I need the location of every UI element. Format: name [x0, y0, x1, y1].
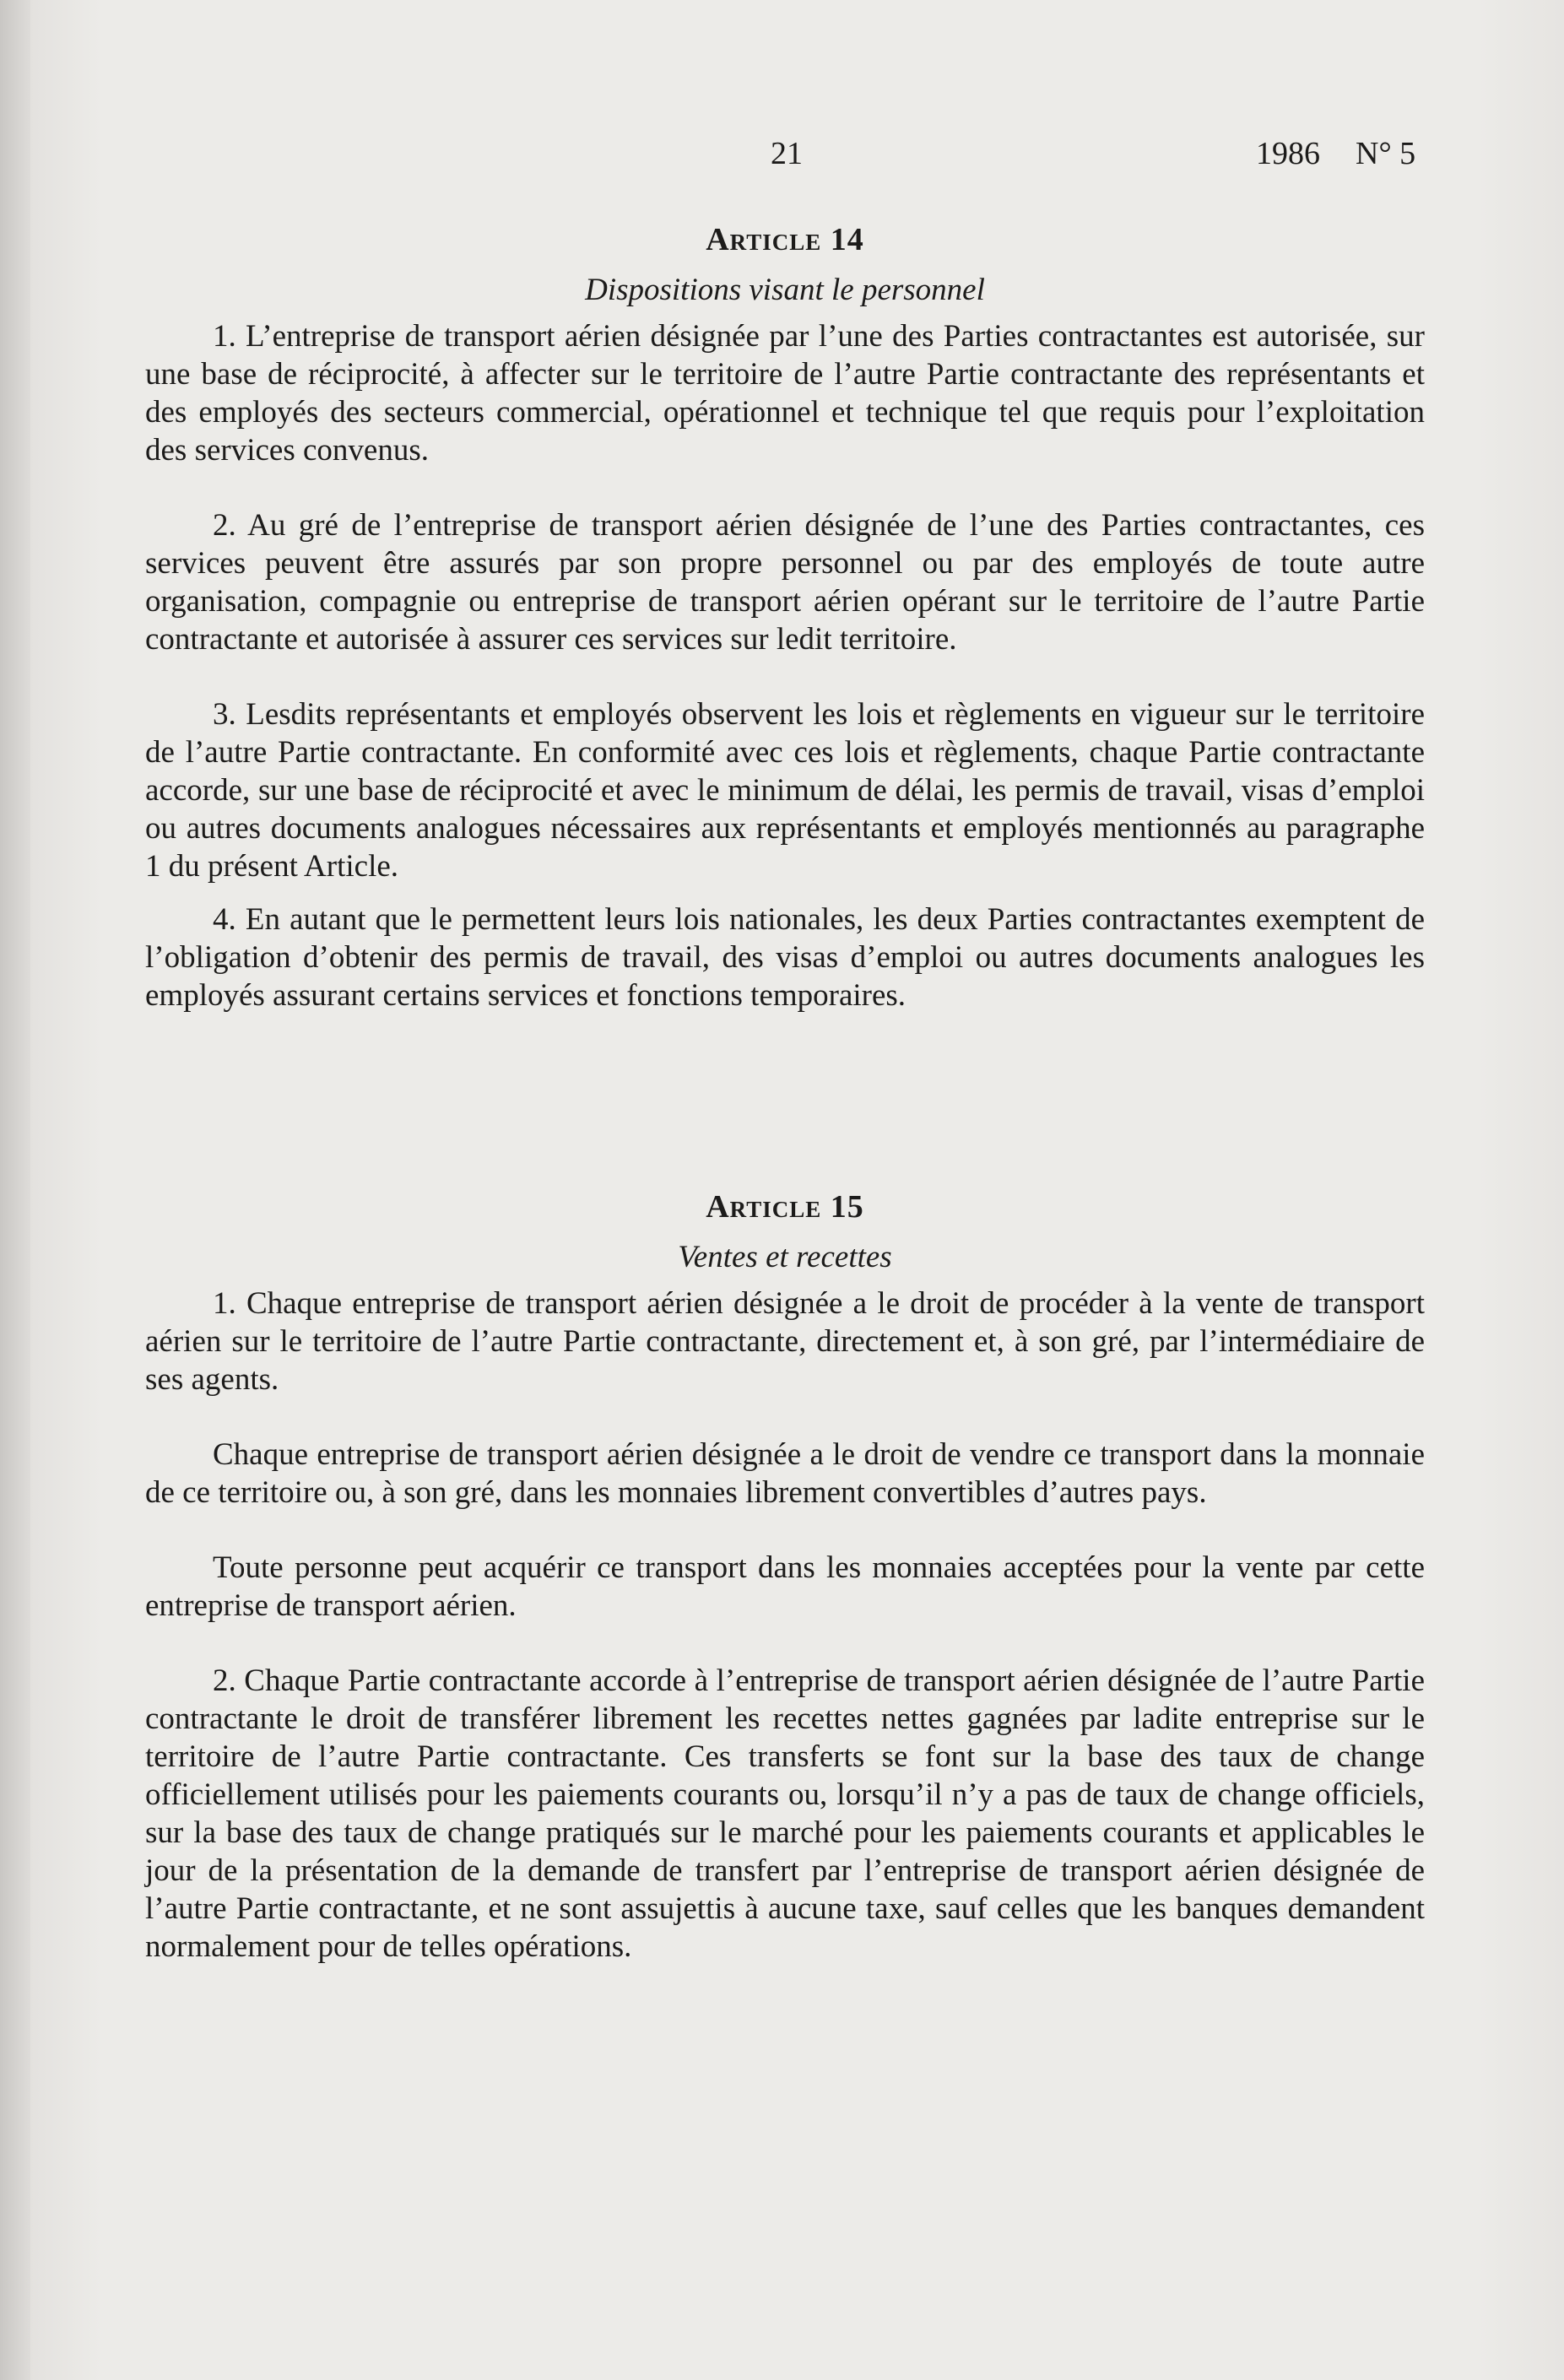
article-14-title: Article 14 — [706, 222, 864, 257]
article-15-title: Article 15 — [706, 1189, 864, 1225]
article-14-paragraph-3: 3. Lesdits représentants et employés observent les lois et règlements en vigueur sur le territoire de l’autre Partie contractante. En conformité avec ces lois et règlements, chaque Partie contractante accorde, sur une base de réciprocité et avec le minimum de délai, les permis de travail, visas d’emploi ou autres documents analogues nécessaires aux représentants et employés mentionnés au paragraphe 1 du présent Article. — [145, 697, 1425, 884]
article-14-paragraph-2: 2. Au gré de l’entreprise de transport aérien désignée de l’une des Parties contractantes, ces services peuvent être assurés par son propre personnel ou par des employés de toute autre organisation, compagnie ou entreprise de transport aérien opérant sur le territoire de l’autre Partie contractante et autorisée à assurer ces services sur ledit territoire. — [145, 508, 1425, 657]
article-15-paragraph-1b: Chaque entreprise de transport aérien désignée a le droit de vendre ce transport dans la monnaie de ce territoire ou, à son gré, dans les monnaies librement convertibles d’autres pays. — [145, 1437, 1425, 1510]
header-issue-number: N° 5 — [1356, 136, 1416, 171]
article-14-subtitle: Dispositions visant le personnel — [585, 273, 985, 307]
article-14 — [145, 221, 1425, 1014]
page-binding-shadow — [0, 0, 30, 2380]
article-15-paragraph-1: 1. Chaque entreprise de transport aérien désignée a le droit de procéder à la vente de transport aérien sur le territoire de l’autre Partie contractante, directement et, à son gré, par l’intermédiaire de ses agents. — [145, 1286, 1425, 1397]
page-header — [0, 135, 1564, 177]
page-body — [145, 221, 1425, 2003]
article-15-subtitle: Ventes et recettes — [678, 1240, 892, 1274]
page-number: 21 — [771, 136, 803, 171]
header-year: 1986 — [1256, 136, 1320, 171]
article-spacer — [145, 1052, 1425, 1188]
article-14-paragraph-4: 4. En autant que le permettent leurs lois nationales, les deux Parties contractantes exemptent de l’obligation d’obtenir des permis de travail, des visas d’emploi ou autres documents analogues les employés assurant certains services et fonctions temporaires. — [145, 902, 1425, 1013]
article-15 — [145, 1188, 1425, 1966]
article-15-paragraph-2: 2. Chaque Partie contractante accorde à l’entreprise de transport aérien désignée de l’autre Partie contractante le droit de transférer librement les recettes nettes gagnées par ladite entreprise sur le territoire de l’autre Partie contractante. Ces transferts se font sur la base des taux de change officiellement utilisés pour les paiements courants ou, lorsqu’il n’y a pas de taux de change officiels, sur la base des taux de change pratiqués sur le marché pour les paiements courants et applicables le jour de la présentation de la demande de transfert par l’entreprise de transport aérien désignée de l’autre Partie contractante, et ne sont assujettis à aucune taxe, sauf celles que les banques demandent normalement pour de telles opérations. — [145, 1663, 1425, 1964]
article-15-paragraph-1c: Toute personne peut acquérir ce transport dans les monnaies acceptées pour la vente par cette entreprise de transport aérien. — [145, 1550, 1425, 1623]
article-14-paragraph-1: 1. L’entreprise de transport aérien désignée par l’une des Parties contractantes est autorisée, sur une base de réciprocité, à affecter sur le territoire de l’autre Partie contractante des représentants et des employés des secteurs commercial, opérationnel et technique tel que requis pour l’exploitation des services convenus. — [145, 319, 1425, 468]
